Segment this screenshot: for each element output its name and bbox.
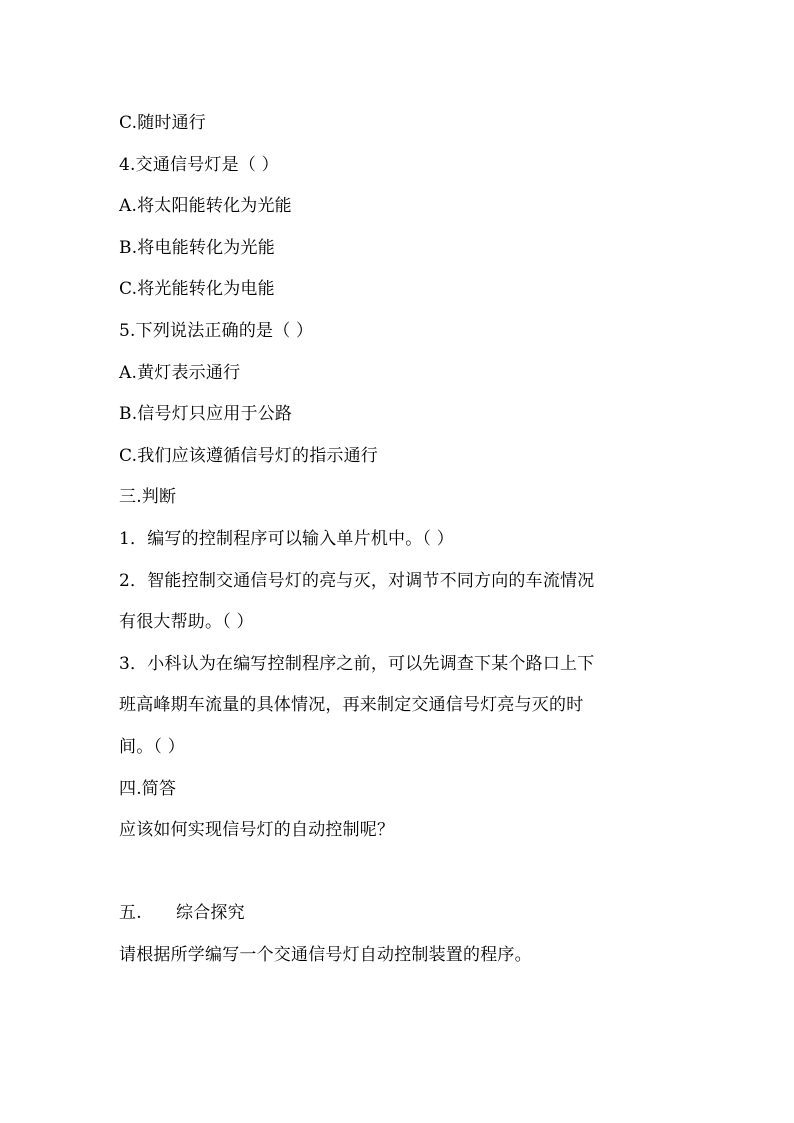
- judge-item-3-line-3: 间。（ ）: [119, 736, 185, 757]
- inquiry-heading: 综合探究: [176, 903, 245, 924]
- judge-heading: 三.判断: [119, 487, 177, 508]
- q4-question: 4.交通信号灯是（ ）: [119, 154, 279, 175]
- q5-option-a: A.黄灯表示通行: [119, 362, 241, 383]
- q3-option-c: C.随时通行: [119, 113, 207, 133]
- q5-question: 5.下列说法正确的是（ ）: [119, 320, 314, 341]
- short-answer-question: 应该如何实现信号灯的自动控制呢？: [119, 820, 395, 841]
- q5-option-b: B.信号灯只应用于公路: [119, 404, 293, 425]
- judge-item-2-line-2: 有很大帮助。（ ）: [119, 612, 254, 633]
- short-answer-heading: 四.简答: [119, 778, 177, 799]
- document-page: [119, 103, 679, 976]
- q4-option-c: C.将光能转化为电能: [119, 279, 275, 300]
- inquiry-heading-line: [119, 893, 679, 935]
- blank-answer-space: [119, 852, 679, 894]
- judge-item-3-line-2: 班高峰期车流量的具体情况，再来制定交通信号灯亮与灭的时: [119, 695, 584, 716]
- q4-option-b: B.将电能转化为光能: [119, 237, 275, 258]
- inquiry-number: 五.: [119, 903, 142, 924]
- judge-item-2-line-1: 2．智能控制交通信号灯的亮与灭，对调节不同方向的车流情况: [119, 570, 595, 591]
- judge-item-3-line-1: 3．小科认为在编写控制程序之前，可以先调查下某个路口上下: [119, 653, 595, 674]
- judge-item-1: 1．编写的控制程序可以输入单片机中。（ ）: [119, 528, 454, 549]
- q5-option-c: C.我们应该遵循信号灯的指示通行: [119, 445, 379, 466]
- q4-option-a: A.将太阳能转化为光能: [119, 196, 292, 217]
- inquiry-question: 请根据所学编写一个交通信号灯自动控制装置的程序。: [119, 944, 532, 965]
